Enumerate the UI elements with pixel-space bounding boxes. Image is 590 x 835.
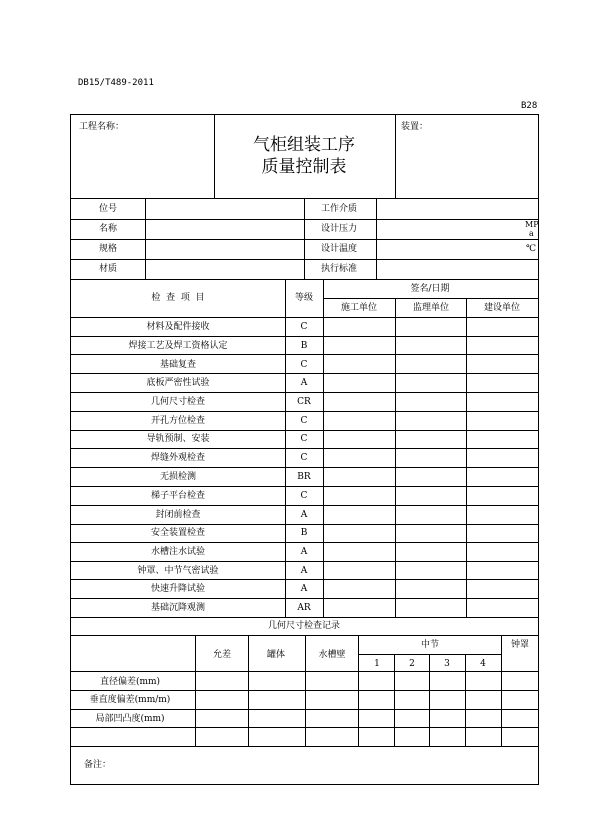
inspection-item: 材料及配件接收 (146, 322, 210, 332)
inspection-item: 水槽注水试验 (150, 547, 206, 557)
inspection-grade: A (300, 584, 308, 594)
form-title-line1: 气柜组装工序 (253, 135, 355, 155)
info-label-standard: 执行标准 (321, 264, 358, 274)
inspection-grade: C (300, 322, 308, 332)
geometry-col-tolerance: 允差 (212, 650, 232, 660)
inspection-grade: C (300, 491, 308, 501)
info-label-spec: 规格 (98, 244, 118, 254)
inspection-item: 安全装置检查 (150, 528, 206, 538)
pressure-unit-line2: a (529, 229, 534, 238)
geometry-row-label: 垂直度偏差(mm/m) (89, 695, 171, 705)
inspection-grade: B (300, 341, 308, 351)
inspection-grade: CR (297, 397, 311, 407)
inspection-item: 封闭前检查 (155, 510, 201, 520)
pressure-unit-line1: MP (525, 220, 539, 229)
info-label-tag-no: 位号 (98, 204, 118, 214)
form-title-line2: 质量控制表 (261, 157, 347, 177)
geometry-col-bell: 钟罩 (510, 640, 530, 650)
inspection-grade: BR (297, 472, 311, 482)
inspection-item: 梯子平台检查 (150, 491, 206, 501)
sign-col-supervision: 监理单位 (412, 303, 450, 313)
middle-subcol: 1 (374, 659, 380, 669)
info-label-material: 材质 (98, 264, 118, 274)
geometry-record-title: 几何尺寸检查记录 (267, 621, 341, 631)
inspection-item: 导轨预制、安装 (146, 434, 210, 444)
inspection-item: 焊接工艺及焊工资格认定 (128, 341, 228, 351)
inspection-item: 基础复查 (159, 360, 197, 370)
inspection-item: 基础沉降观测 (150, 603, 206, 613)
middle-subcol: 3 (444, 659, 450, 669)
info-label-design-pressure: 设计压力 (321, 224, 358, 234)
inspection-grade: A (300, 547, 308, 557)
inspection-grade: C (300, 416, 308, 426)
middle-subcol: 2 (409, 659, 415, 669)
geometry-col-water-wall: 水槽壁 (318, 650, 346, 660)
inspection-item-header: 检 查 项 目 (151, 293, 205, 303)
inspection-grade: B (300, 528, 308, 538)
inspection-item: 钟罩、中节气密试验 (137, 566, 219, 576)
info-label-design-temp: 设计温度 (321, 244, 358, 254)
inspection-item: 焊缝外观检查 (150, 453, 206, 463)
sign-date-header: 签名/日期 (410, 284, 450, 294)
inspection-item: 几何尺寸检查 (150, 397, 206, 407)
temperature-unit: ℃ (526, 244, 537, 254)
inspection-grade: A (300, 510, 308, 520)
project-name-label: 工程名称： (79, 122, 125, 132)
info-label-name: 名称 (98, 224, 118, 234)
inspection-item: 底板严密性试验 (146, 378, 210, 388)
sign-col-owner: 建设单位 (483, 303, 521, 313)
inspection-grade: C (300, 434, 308, 444)
middle-subcol: 4 (480, 659, 486, 669)
standard-code: DB15/T489-2011 (78, 78, 154, 88)
inspection-item: 开孔方位检查 (150, 416, 206, 426)
geometry-row-label: 直径偏差(mm) (99, 677, 161, 687)
remarks-label: 备注： (84, 760, 112, 770)
inspection-grade: C (300, 453, 308, 463)
info-label-medium: 工作介质 (321, 204, 358, 214)
inspection-grade: A (300, 566, 308, 576)
inspection-item: 无损检测 (159, 472, 197, 482)
geometry-row-label: 局部凹凸度(mm) (95, 714, 165, 724)
inspection-grade: A (300, 378, 308, 388)
grade-header: 等级 (294, 293, 314, 303)
inspection-grade: AR (297, 603, 311, 613)
form-code: B28 (521, 101, 538, 111)
device-label: 装置： (401, 122, 429, 132)
inspection-item: 快速升降试验 (150, 584, 206, 594)
geometry-col-tank: 罐体 (266, 650, 286, 660)
geometry-col-middle: 中节 (420, 640, 440, 650)
inspection-grade: C (300, 360, 308, 370)
sign-col-construction: 施工单位 (340, 303, 378, 313)
